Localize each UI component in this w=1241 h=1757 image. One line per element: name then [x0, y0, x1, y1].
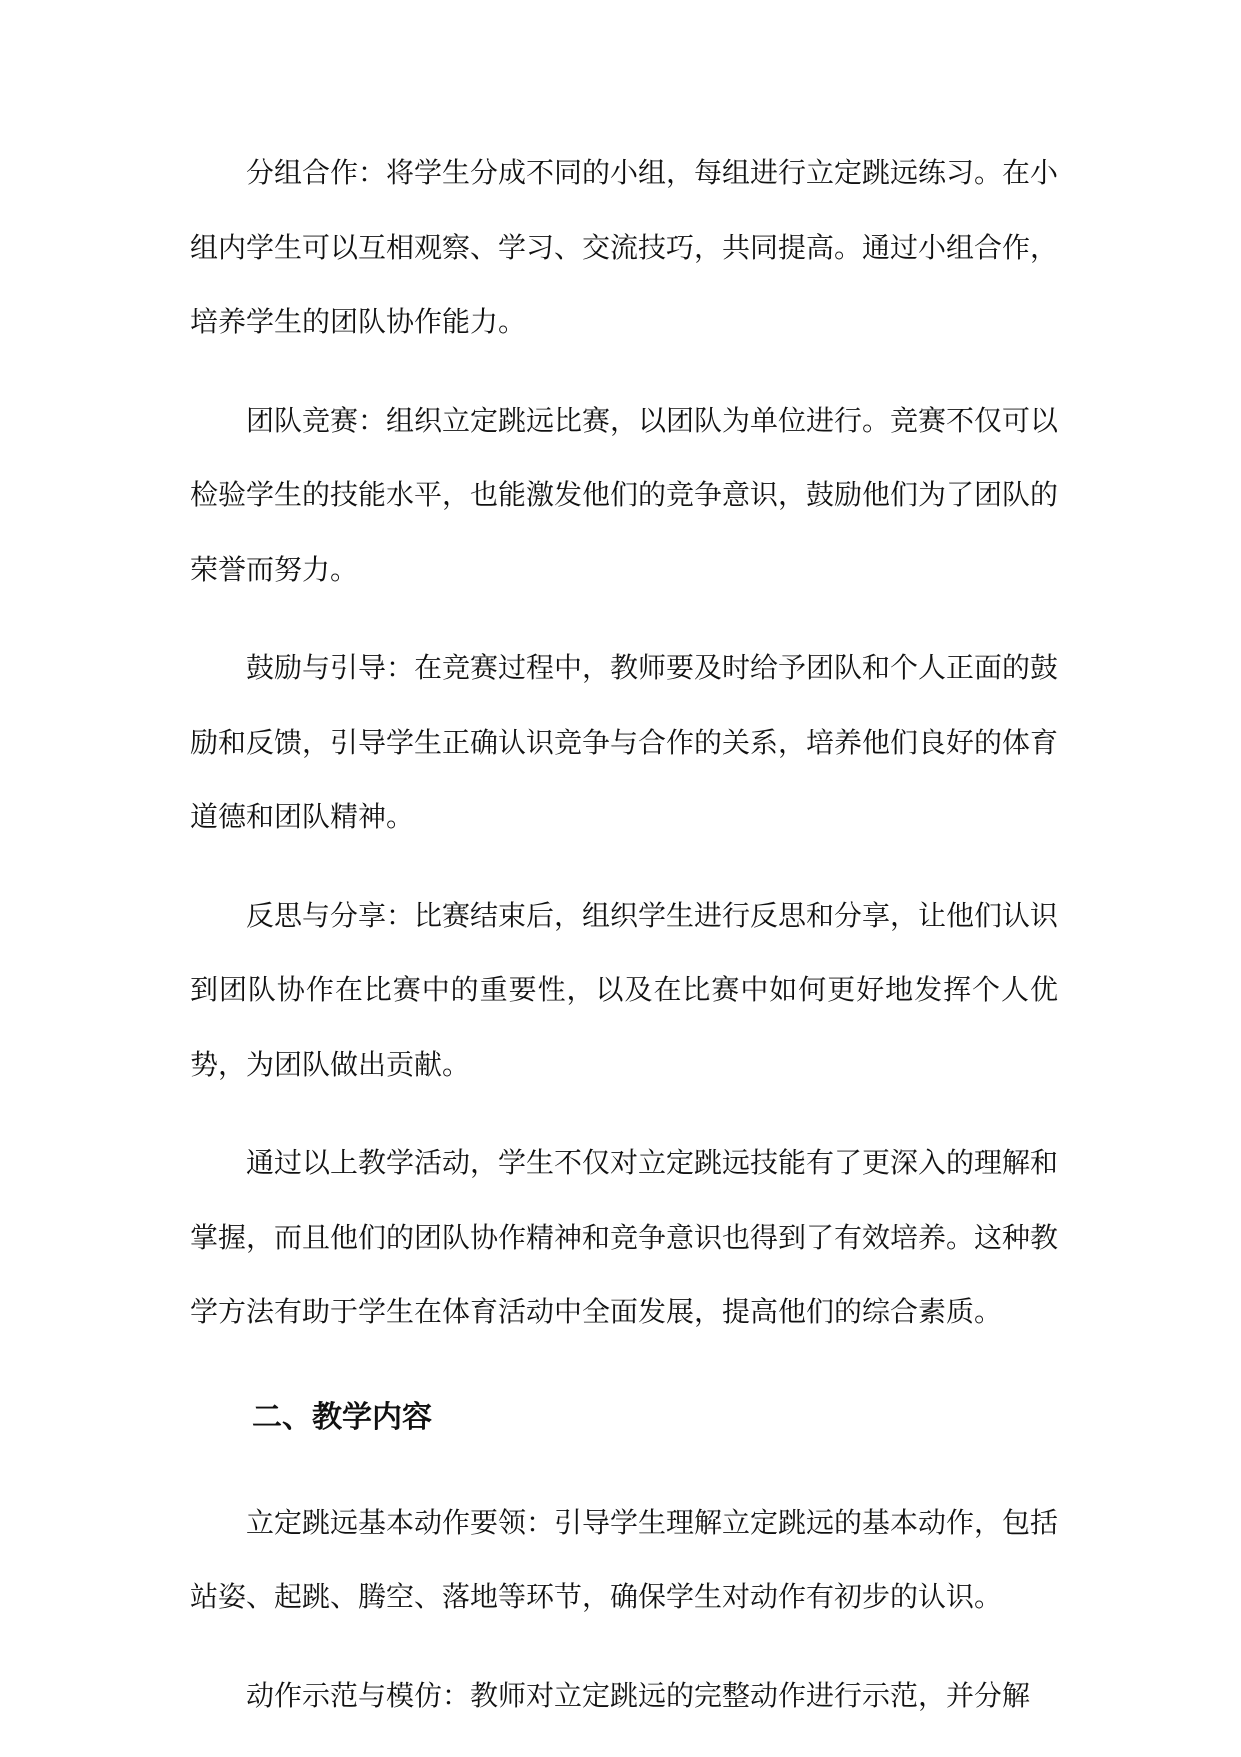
paragraph-encouragement: 鼓励与引导：在竞赛过程中，教师要及时给予团队和个人正面的鼓励和反馈，引导学生正确认识竞争与合作的关系，培养他们良好的体育道德和团队精神。: [190, 651, 1059, 833]
paragraph-summary: 通过以上教学活动，学生不仅对立定跳远技能有了更深入的理解和掌握，而且他们的团队协作精神和竞争意识也得到了有效培养。这种教学方法有助于学生在体育活动中全面发展，提高他们的综合素质。: [190, 1146, 1059, 1328]
paragraph-team-competition: 团队竞赛：组织立定跳远比赛，以团队为单位进行。竞赛不仅可以检验学生的技能水平，也能激发他们的竞争意识，鼓励他们为了团队的荣誉而努力。: [190, 403, 1059, 586]
paragraph-basic-movements: 立定跳远基本动作要领：引导学生理解立定跳远的基本动作，包括站姿、起跳、腾空、落地等环节，确保学生对动作有初步的认识。: [190, 1505, 1059, 1613]
paragraph-demonstration: 动作示范与模仿：教师对立定跳远的完整动作进行示范，并分解: [246, 1678, 1031, 1712]
page-content: [190, 136, 1058, 1757]
section-heading: 二、教学内容: [252, 1399, 432, 1435]
paragraph-reflection: 反思与分享：比赛结束后，组织学生进行反思和分享，让他们认识到团队协作在比赛中的重要性，以及在比赛中如何更好地发挥个人优势，为团队做出贡献。: [190, 898, 1059, 1081]
paragraph-group-cooperation: 分组合作：将学生分成不同的小组，每组进行立定跳远练习。在小组内学生可以互相观察、学习、交流技巧，共同提高。通过小组合作，培养学生的团队协作能力。: [190, 156, 1059, 338]
